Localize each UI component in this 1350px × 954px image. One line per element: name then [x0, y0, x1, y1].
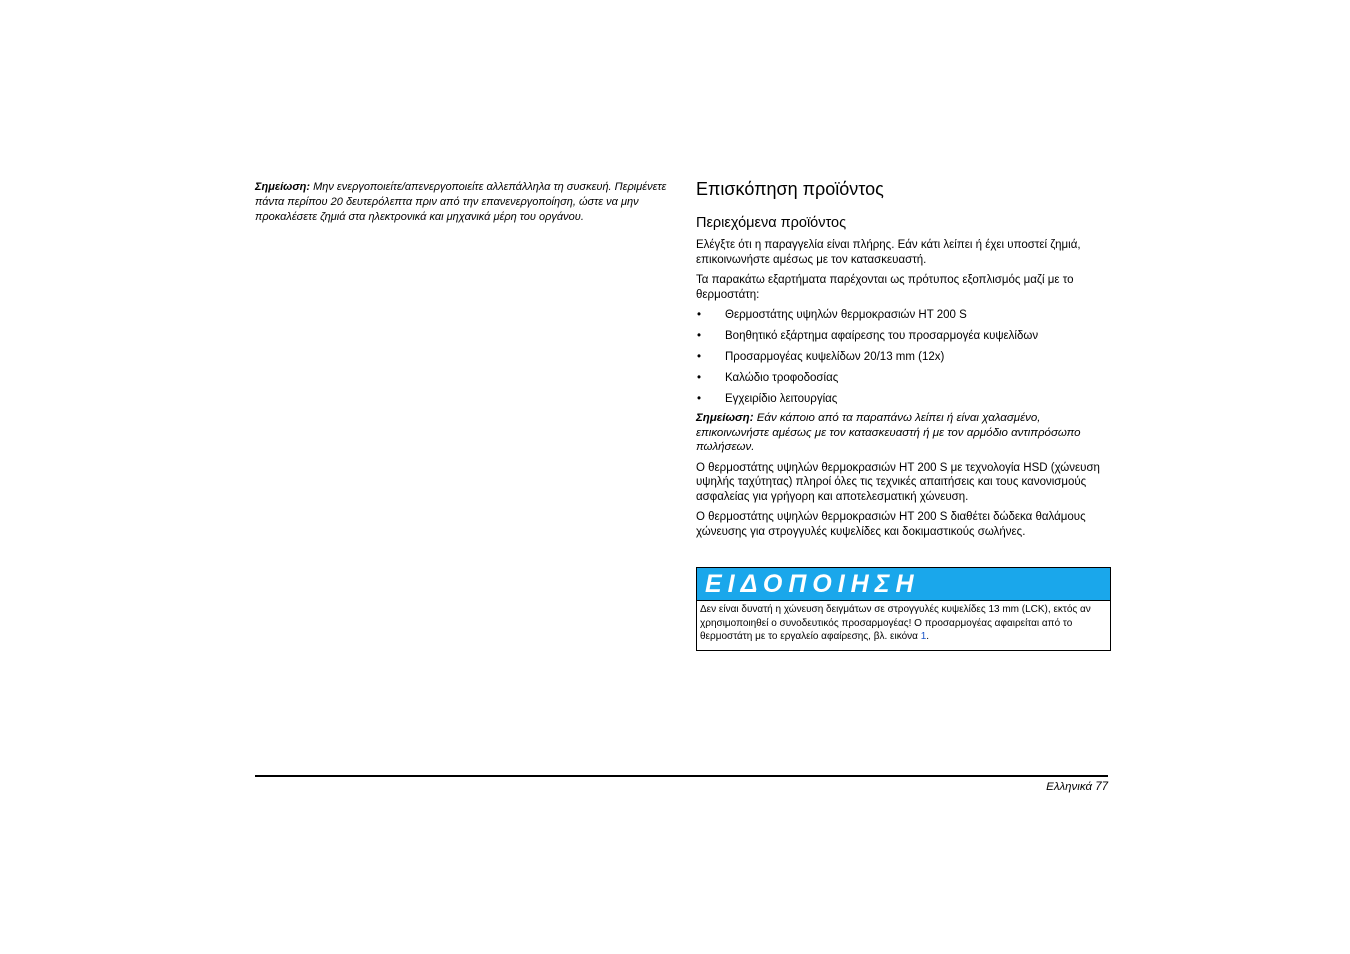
subsection-heading: Περιεχόμενα προϊόντος [696, 215, 847, 231]
right-column [696, 178, 1110, 545]
bullet-icon: • [697, 351, 702, 363]
list-item [696, 350, 1110, 371]
warning-box [696, 567, 1111, 651]
page-footer: Ελληνικά 77 [1046, 781, 1108, 793]
note-label: Σημείωση: [255, 181, 311, 193]
figure-reference-link[interactable]: 1 [920, 631, 927, 642]
list-item [696, 308, 1110, 329]
note-label: Σημείωση: [696, 412, 754, 424]
section-heading: Επισκόπηση προϊόντος [696, 179, 884, 199]
list-item-text: Θερμοστάτης υψηλών θερμοκρασιών HT 200 S [725, 309, 967, 321]
note-text: Μην ενεργοποιείτε/απενεργοποιείτε αλλεπάλληλα τη συσκευή. Περιμένετε πάντα περίπου 20 δευτερόλεπτα πριν από την επανενεργοποίηση, ώστε να μην προκαλέσετε ζημιά στα ηλεκτρονικά και μηχανικά μέρη του οργάνου. [255, 181, 667, 223]
paragraph-hsd-technology: Ο θερμοστάτης υψηλών θερμοκρασιών HT 200 S με τεχνολογία HSD (χώνευση υψηλής ταχύτητας) πληροί όλες τις τεχνικές απαιτήσεις και τους κανονισμούς ασφαλείας για γρήγορη και αποτελεσματική χώνευση. [696, 461, 1100, 503]
equipment-list [696, 308, 1110, 411]
list-item-text: Εγχειρίδιο λειτουργίας [725, 393, 838, 405]
right-note [696, 411, 1110, 455]
left-note [255, 180, 667, 225]
paragraph-standard-equipment: Τα παρακάτω εξαρτήματα παρέχονται ως πρότυπος εξοπλισμός μαζί με το θερμοστάτη: [696, 274, 1074, 301]
warning-body-text: Δεν είναι δυνατή η χώνευση δειγμάτων σε στρογγυλές κυψελίδες 13 mm (LCK), εκτός αν χρησιμοποιηθεί ο συνοδευτικός προσαρμογέας! Ο προσαρμογέας αφαιρείται από το θερμοστάτη με το εργαλείο αφαίρεσης, βλ. εικόνα [700, 604, 1091, 642]
footer-divider [255, 775, 1108, 777]
bullet-icon: • [697, 393, 702, 405]
list-item-text: Βοηθητικό εξάρτημα αφαίρεσης του προσαρμογέα κυψελίδων [725, 330, 1039, 342]
warning-title: ΕΙΔΟΠΟΙΗΣΗ [697, 568, 1110, 601]
warning-text [697, 601, 1110, 644]
bullet-icon: • [697, 309, 702, 321]
bullet-icon: • [697, 372, 702, 384]
list-item-text: Καλώδιο τροφοδοσίας [725, 372, 839, 384]
list-item [696, 371, 1110, 392]
list-item [696, 392, 1110, 411]
list-item-text: Προσαρμογέας κυψελίδων 20/13 mm (12x) [725, 351, 945, 363]
left-column [255, 180, 667, 225]
paragraph-chambers: Ο θερμοστάτης υψηλών θερμοκρασιών HT 200 S διαθέτει δώδεκα θαλάμους χώνευσης για στρογγυλές κυψελίδες και δοκιμαστικούς σωλήνες. [696, 511, 1086, 538]
paragraph-check-order: Ελέγξτε ότι η παραγγελία είναι πλήρης. Εάν κάτι λείπει ή έχει υποστεί ζημιά, επικοινωνήστε αμέσως με τον κατασκευαστή. [696, 239, 1081, 266]
bullet-icon: • [697, 330, 702, 342]
warning-end-punct: . [926, 631, 930, 642]
list-item [696, 329, 1110, 350]
note-text: Εάν κάποιο από τα παραπάνω λείπει ή είναι χαλασμένο, επικοινωνήστε αμέσως με τον κατασκευαστή ή με τον αρμόδιο αντιπρόσωπο πωλήσεων. [696, 412, 1081, 453]
